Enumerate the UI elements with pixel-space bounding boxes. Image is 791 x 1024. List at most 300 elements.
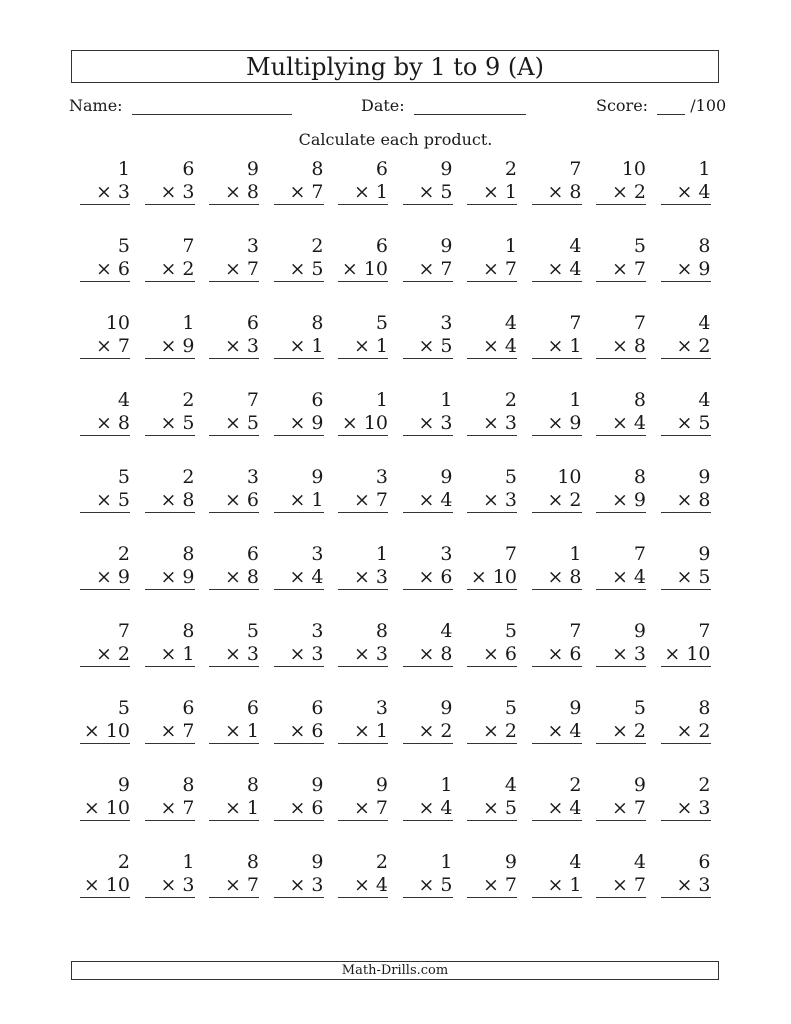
times-sign: ×	[482, 874, 505, 896]
multiplicand: 9	[698, 543, 711, 565]
problem	[145, 158, 195, 205]
problem	[532, 774, 582, 821]
multiplier-line	[80, 181, 130, 205]
times-sign: ×	[95, 412, 118, 434]
multiplicand: 5	[504, 620, 517, 642]
problem	[661, 851, 711, 898]
multiplier: 3	[311, 643, 324, 665]
multiplier: 3	[311, 874, 324, 896]
problem	[80, 697, 130, 744]
times-sign: ×	[611, 720, 634, 742]
problem	[209, 851, 259, 898]
multiplier-line	[80, 412, 130, 436]
multiplier: 2	[504, 720, 517, 742]
multiplicand: 2	[182, 389, 195, 411]
multiplier: 7	[633, 797, 646, 819]
multiplier-line	[661, 181, 711, 205]
problem	[145, 851, 195, 898]
times-sign: ×	[353, 566, 376, 588]
multiplier-line	[532, 720, 582, 744]
multiplier: 3	[698, 874, 711, 896]
problem	[338, 851, 388, 898]
multiplicand: 8	[182, 774, 195, 796]
multiplier-line	[596, 412, 646, 436]
multiplicand: 4	[569, 235, 582, 257]
times-sign: ×	[289, 181, 312, 203]
problem	[596, 312, 646, 359]
multiplier: 3	[698, 797, 711, 819]
times-sign: ×	[95, 489, 118, 511]
problem	[403, 851, 453, 898]
multiplier-line	[145, 181, 195, 205]
multiplier-line	[274, 797, 324, 821]
multiplicand: 8	[182, 620, 195, 642]
times-sign: ×	[611, 643, 634, 665]
problem	[467, 697, 517, 744]
times-sign: ×	[224, 720, 247, 742]
multiplier: 1	[569, 874, 582, 896]
times-sign: ×	[418, 797, 441, 819]
multiplier: 7	[117, 335, 130, 357]
multiplier-line	[145, 335, 195, 359]
times-sign: ×	[83, 720, 106, 742]
times-sign: ×	[160, 258, 183, 280]
times-sign: ×	[224, 489, 247, 511]
multiplier: 1	[246, 720, 259, 742]
multiplier-line	[596, 643, 646, 667]
problem	[467, 389, 517, 436]
multiplier-line	[467, 566, 517, 590]
times-sign: ×	[547, 335, 570, 357]
problem	[532, 466, 582, 513]
problem	[467, 620, 517, 667]
multiplicand: 9	[633, 774, 646, 796]
problem	[403, 620, 453, 667]
multiplier-line	[596, 874, 646, 898]
problem	[338, 543, 388, 590]
problem	[274, 851, 324, 898]
multiplier: 3	[375, 566, 388, 588]
multiplicand: 2	[117, 851, 130, 873]
multiplicand: 1	[569, 543, 582, 565]
multiplier-line	[532, 335, 582, 359]
multiplier-line	[596, 489, 646, 513]
problem	[596, 851, 646, 898]
multiplicand: 9	[375, 774, 388, 796]
times-sign: ×	[353, 335, 376, 357]
multiplier: 7	[504, 258, 517, 280]
multiplier: 1	[246, 797, 259, 819]
multiplicand: 6	[311, 389, 324, 411]
multiplicand: 8	[698, 697, 711, 719]
times-sign: ×	[224, 874, 247, 896]
problem	[596, 620, 646, 667]
multiplier: 7	[246, 258, 259, 280]
problem	[209, 466, 259, 513]
multiplier: 6	[117, 258, 130, 280]
multiplier-line	[661, 874, 711, 898]
problem	[596, 389, 646, 436]
problem	[661, 235, 711, 282]
multiplicand: 1	[440, 774, 453, 796]
multiplier: 6	[440, 566, 453, 588]
problem	[274, 697, 324, 744]
multiplier: 4	[311, 566, 324, 588]
footer-box	[71, 961, 719, 980]
problem	[403, 697, 453, 744]
multiplicand: 1	[569, 389, 582, 411]
problem	[274, 543, 324, 590]
multiplicand: 9	[117, 774, 130, 796]
multiplicand: 10	[105, 312, 130, 334]
times-sign: ×	[418, 335, 441, 357]
multiplier: 6	[504, 643, 517, 665]
times-sign: ×	[611, 181, 634, 203]
problem	[661, 158, 711, 205]
times-sign: ×	[611, 797, 634, 819]
multiplier: 4	[569, 258, 582, 280]
multiplier-line	[338, 181, 388, 205]
problem	[145, 389, 195, 436]
multiplier: 8	[698, 489, 711, 511]
multiplicand: 4	[440, 620, 453, 642]
multiplier: 2	[633, 720, 646, 742]
times-sign: ×	[289, 566, 312, 588]
multiplicand: 7	[182, 235, 195, 257]
multiplier: 7	[633, 874, 646, 896]
problem	[661, 543, 711, 590]
multiplier: 6	[311, 720, 324, 742]
multiplier: 2	[440, 720, 453, 742]
times-sign: ×	[95, 335, 118, 357]
footer-text: Math-Drills.com	[341, 963, 449, 978]
multiplicand: 9	[569, 697, 582, 719]
multiplier: 8	[633, 335, 646, 357]
multiplier-line	[661, 335, 711, 359]
multiplier-line	[661, 412, 711, 436]
multiplier-line	[532, 566, 582, 590]
problem	[80, 620, 130, 667]
multiplier: 8	[440, 643, 453, 665]
multiplier-line	[145, 489, 195, 513]
times-sign: ×	[676, 335, 699, 357]
times-sign: ×	[547, 566, 570, 588]
multiplicand: 3	[440, 543, 453, 565]
multiplier-line	[467, 643, 517, 667]
multiplier-line	[532, 797, 582, 821]
score-label: Score:	[596, 96, 649, 115]
multiplicand: 4	[698, 389, 711, 411]
problem	[209, 235, 259, 282]
multiplicand: 9	[311, 466, 324, 488]
problem	[661, 389, 711, 436]
times-sign: ×	[482, 797, 505, 819]
multiplier-line	[338, 335, 388, 359]
multiplier: 5	[440, 181, 453, 203]
multiplier-line	[467, 335, 517, 359]
multiplier-line	[145, 643, 195, 667]
times-sign: ×	[611, 412, 634, 434]
multiplier-line	[338, 874, 388, 898]
problem	[661, 774, 711, 821]
times-sign: ×	[611, 874, 634, 896]
multiplicand: 5	[375, 312, 388, 334]
multiplier-line	[403, 412, 453, 436]
multiplicand: 8	[246, 851, 259, 873]
multiplier-line	[467, 412, 517, 436]
times-sign: ×	[547, 412, 570, 434]
multiplier-line	[403, 566, 453, 590]
multiplier: 10	[363, 412, 388, 434]
multiplier: 8	[569, 181, 582, 203]
times-sign: ×	[676, 181, 699, 203]
problem	[209, 543, 259, 590]
score-field	[596, 96, 726, 115]
times-sign: ×	[160, 489, 183, 511]
times-sign: ×	[341, 258, 364, 280]
multiplier-line	[596, 258, 646, 282]
multiplier-line	[338, 489, 388, 513]
multiplicand: 1	[440, 389, 453, 411]
times-sign: ×	[353, 874, 376, 896]
multiplier-line	[467, 489, 517, 513]
multiplicand: 8	[246, 774, 259, 796]
multiplier: 7	[246, 874, 259, 896]
multiplicand: 7	[633, 543, 646, 565]
problem	[80, 158, 130, 205]
multiplier: 7	[375, 489, 388, 511]
problem	[532, 158, 582, 205]
problem	[338, 697, 388, 744]
times-sign: ×	[482, 643, 505, 665]
score-total: /100	[690, 96, 727, 115]
multiplicand: 3	[311, 543, 324, 565]
multiplier: 2	[182, 258, 195, 280]
multiplier-line	[209, 258, 259, 282]
multiplier-line	[274, 489, 324, 513]
multiplier-line	[338, 643, 388, 667]
multiplicand: 7	[569, 620, 582, 642]
multiplier: 7	[633, 258, 646, 280]
multiplicand: 8	[633, 389, 646, 411]
multiplier: 3	[633, 643, 646, 665]
times-sign: ×	[676, 874, 699, 896]
times-sign: ×	[611, 489, 634, 511]
multiplicand: 4	[504, 774, 517, 796]
multiplier: 7	[504, 874, 517, 896]
multiplier-line	[467, 797, 517, 821]
multiplicand: 4	[504, 312, 517, 334]
multiplicand: 6	[182, 697, 195, 719]
multiplier: 10	[363, 258, 388, 280]
multiplicand: 6	[246, 697, 259, 719]
multiplicand: 8	[375, 620, 388, 642]
multiplicand: 2	[698, 774, 711, 796]
multiplicand: 4	[698, 312, 711, 334]
multiplicand: 3	[246, 466, 259, 488]
multiplier: 8	[182, 489, 195, 511]
times-sign: ×	[289, 258, 312, 280]
problem	[338, 235, 388, 282]
multiplier: 5	[440, 335, 453, 357]
multiplier-line	[145, 720, 195, 744]
times-sign: ×	[95, 643, 118, 665]
problem	[80, 543, 130, 590]
multiplicand: 9	[440, 697, 453, 719]
times-sign: ×	[547, 258, 570, 280]
multiplicand: 9	[311, 774, 324, 796]
name-field	[69, 96, 292, 115]
times-sign: ×	[418, 412, 441, 434]
multiplier-line	[145, 874, 195, 898]
problem	[532, 235, 582, 282]
problem	[467, 312, 517, 359]
times-sign: ×	[611, 566, 634, 588]
multiplier-line	[209, 181, 259, 205]
times-sign: ×	[160, 181, 183, 203]
multiplier: 3	[375, 643, 388, 665]
multiplier-line	[596, 720, 646, 744]
times-sign: ×	[482, 489, 505, 511]
multiplier: 8	[246, 566, 259, 588]
times-sign: ×	[160, 643, 183, 665]
multiplier: 1	[375, 181, 388, 203]
multiplicand: 3	[311, 620, 324, 642]
times-sign: ×	[482, 412, 505, 434]
multiplicand: 5	[633, 697, 646, 719]
times-sign: ×	[676, 489, 699, 511]
multiplier-line	[338, 797, 388, 821]
multiplicand: 2	[117, 543, 130, 565]
multiplier: 7	[375, 797, 388, 819]
multiplier-line	[209, 720, 259, 744]
times-sign: ×	[482, 258, 505, 280]
problem	[403, 158, 453, 205]
times-sign: ×	[289, 797, 312, 819]
multiplier: 5	[504, 797, 517, 819]
multiplicand: 6	[246, 312, 259, 334]
multiplier-line	[532, 643, 582, 667]
multiplicand: 2	[504, 389, 517, 411]
multiplier: 1	[375, 335, 388, 357]
multiplier-line	[80, 566, 130, 590]
multiplier: 9	[569, 412, 582, 434]
multiplicand: 1	[182, 851, 195, 873]
multiplier: 5	[440, 874, 453, 896]
multiplier-line	[145, 258, 195, 282]
multiplier: 5	[117, 489, 130, 511]
times-sign: ×	[547, 181, 570, 203]
times-sign: ×	[547, 643, 570, 665]
times-sign: ×	[160, 874, 183, 896]
problem	[532, 389, 582, 436]
multiplier-line	[274, 335, 324, 359]
multiplicand: 4	[117, 389, 130, 411]
times-sign: ×	[611, 258, 634, 280]
multiplier: 5	[698, 412, 711, 434]
multiplier: 8	[117, 412, 130, 434]
multiplicand: 1	[504, 235, 517, 257]
times-sign: ×	[353, 720, 376, 742]
multiplier-line	[80, 258, 130, 282]
problem	[467, 543, 517, 590]
multiplier: 2	[633, 181, 646, 203]
problem	[403, 235, 453, 282]
multiplicand: 1	[375, 543, 388, 565]
times-sign: ×	[224, 335, 247, 357]
multiplier: 4	[633, 566, 646, 588]
date-label: Date:	[361, 96, 405, 115]
worksheet-title: Multiplying by 1 to 9 (A)	[246, 52, 544, 81]
times-sign: ×	[289, 720, 312, 742]
multiplier-line	[661, 643, 711, 667]
multiplier: 5	[311, 258, 324, 280]
multiplicand: 10	[557, 466, 582, 488]
multiplier: 2	[698, 335, 711, 357]
multiplicand: 2	[504, 158, 517, 180]
multiplier-line	[467, 258, 517, 282]
multiplier-line	[80, 489, 130, 513]
times-sign: ×	[353, 489, 376, 511]
multiplicand: 9	[440, 158, 453, 180]
times-sign: ×	[547, 489, 570, 511]
multiplicand: 2	[311, 235, 324, 257]
multiplier-line	[467, 181, 517, 205]
multiplier-line	[274, 258, 324, 282]
multiplier-line	[596, 566, 646, 590]
multiplier-line	[80, 643, 130, 667]
problem	[274, 158, 324, 205]
multiplicand: 5	[504, 466, 517, 488]
times-sign: ×	[160, 797, 183, 819]
times-sign: ×	[676, 797, 699, 819]
multiplier-line	[403, 181, 453, 205]
times-sign: ×	[418, 566, 441, 588]
times-sign: ×	[289, 412, 312, 434]
problem	[209, 620, 259, 667]
multiplicand: 5	[117, 235, 130, 257]
multiplicand: 8	[182, 543, 195, 565]
multiplier-line	[403, 335, 453, 359]
times-sign: ×	[160, 412, 183, 434]
problem	[145, 312, 195, 359]
problem	[80, 312, 130, 359]
multiplier: 9	[182, 335, 195, 357]
multiplicand: 7	[633, 312, 646, 334]
times-sign: ×	[160, 720, 183, 742]
multiplier-line	[661, 566, 711, 590]
problem	[145, 697, 195, 744]
multiplier-line	[403, 489, 453, 513]
multiplier: 10	[105, 797, 130, 819]
problem	[467, 235, 517, 282]
multiplier-line	[532, 489, 582, 513]
problem	[467, 774, 517, 821]
multiplier: 6	[311, 797, 324, 819]
problem	[145, 774, 195, 821]
multiplier: 1	[182, 643, 195, 665]
multiplier-line	[403, 874, 453, 898]
multiplier: 6	[569, 643, 582, 665]
name-label: Name:	[69, 96, 123, 115]
multiplicand: 4	[569, 851, 582, 873]
times-sign: ×	[482, 181, 505, 203]
worksheet-title-box	[71, 50, 719, 83]
multiplier-line	[403, 258, 453, 282]
multiplier-line	[661, 797, 711, 821]
problem	[338, 620, 388, 667]
multiplicand: 6	[375, 158, 388, 180]
